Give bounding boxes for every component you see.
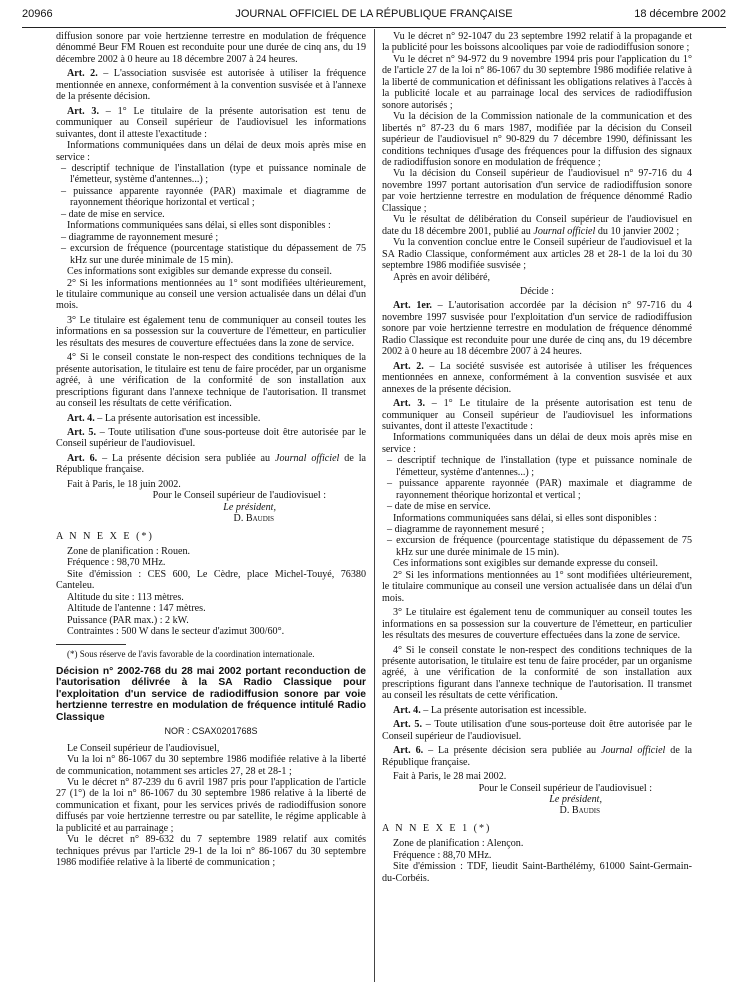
paragraph: Le Conseil supérieur de l'audiovisuel, (67, 742, 220, 754)
signature-name: D. Baudis (559, 805, 600, 817)
journal-name: Journal officiel (533, 225, 596, 237)
nor-reference: NOR : CSAX0201768S (164, 726, 258, 737)
list-item: – excursion de fréquence (pourcentage statistique du dépassement de 75 kHz sur une durée minimale de 15 min). (387, 535, 692, 558)
article-label: Art. 5. (393, 719, 422, 731)
article-label: Art. 5. (67, 426, 96, 438)
article-5 (56, 427, 366, 450)
article-text: – L'association susvisée est autorisée à utiliser la fréquence mentionnée en annexe, conformément à la convention susvisée et à l'annexe de la présente décision. (56, 68, 366, 103)
recital: Vu la loi n° 86-1067 du 30 septembre 1986 modifiée relative à la liberté de communication, notamment ses articles 27, 28 et 28-1 ; (56, 754, 366, 777)
article-label: Art. 1er. (393, 300, 432, 312)
article-text: – Toute utilisation d'une sous-porteuse doit être autorisée par le Conseil supérieur de l'audiovisuel. (56, 426, 366, 450)
issue-date: 18 décembre 2002 (634, 8, 726, 20)
annex-line: Fréquence : 98,70 MHz. (67, 557, 166, 569)
paragraph: Ces informations sont exigibles sur demande expresse du conseil. (67, 266, 332, 278)
article-6 (382, 745, 692, 768)
article-label: Art. 2. (67, 68, 98, 80)
paragraph: Après en avoir délibéré, (393, 271, 490, 283)
article-label: Art. 6. (67, 452, 98, 464)
paragraph: Informations communiquées sans délai, si elles sont disponibles : (393, 512, 657, 524)
annex-line: Fréquence : 88,70 MHz. (393, 849, 492, 861)
paragraph: 4° Si le conseil constate le non-respect des conditions techniques de la présente autorisation, le titulaire est tenu de faire procéder, par un organisme agréé, à une vérification de la conformité de son installation aux prescriptions figurant dans l'annexe technique de l'autorisation. Il transmet au conseil les résultats de cette vérification. (382, 644, 692, 702)
signature-for: Pour le Conseil supérieur de l'audiovisuel : (152, 490, 326, 502)
done-at: Fait à Paris, le 28 mai 2002. (393, 771, 507, 783)
list-item: – puissance apparente rayonnée (PAR) maximale et diagramme de rayonnement théorique horizontal et vertical ; (61, 185, 366, 209)
signature-role (56, 502, 366, 513)
paragraph: Informations communiquées sans délai, si elles sont disponibles : (67, 220, 331, 232)
annex-line: Zone de planification : Rouen. (67, 546, 191, 558)
list-item: – puissance apparente rayonnée (PAR) maximale et diagramme de rayonnement théorique horizontal et vertical ; (387, 478, 692, 501)
paragraph: Informations communiquées dans un délai de deux mois après mise en service : (56, 140, 366, 163)
article-text: – La présente autorisation est incessible. (94, 412, 261, 424)
decision-title: Décision n° 2002-768 du 28 mai 2002 portant reconduction de l'autorisation délivrée à la SA Radio Classique pour l'exploitation d'un service de radiodiffusion sonore par voie hertzienne terrestre en modulation de fréquence intitulé Radio Classique (56, 665, 366, 723)
signature-for: Pour le Conseil supérieur de l'audiovisuel : (478, 782, 652, 794)
annex-list (56, 546, 366, 638)
article-label: Art. 2. (393, 360, 424, 372)
article-3 (382, 398, 692, 432)
annex-line: Altitude de l'antenne : 147 mètres. (67, 603, 206, 615)
article-text: – L'autorisation accordée par la décision n° 97-716 du 4 novembre 1997 susvisée pour l'exploitation d'un service de radiodiffusion sonore par voie hertzienne terrestre en modulation de fréquence dénommé Radio Classique est reconduite pour une durée de cinq ans, du 19 décembre 2002 à 0 heure au 18 décembre 2007 à 24 heures. (382, 300, 693, 358)
right-column (382, 31, 692, 884)
article-text: – 1° Le titulaire de la présente autorisation est tenu de communiquer au Conseil supérieur de l'audiovisuel les informations suivantes, dont il atteste l'exactitude : (382, 398, 693, 432)
signature-name: D. Baudis (233, 513, 274, 525)
recital: Vu le décret n° 87-239 du 6 avril 1987 pris pour l'application de l'article 27 (1°) de la loi n° 86-1067 du 30 septembre 1986 relative à la liberté de communication et fixant, pour les services privés de radiodiffusion sonore diffusés par voie hertzienne terrestre ou par satellite, le régime applicable à la publicité et au parrainage ; (56, 776, 366, 834)
list-item: – diagramme de rayonnement mesuré ; (61, 231, 219, 243)
recital: Vu le décret n° 92-1047 du 23 septembre 1992 relatif à la propagande et la publicité pour les boissons alcooliques par voie de radiodiffusion sonore ; (382, 31, 692, 54)
article-text: – Toute utilisation d'une sous-porteuse doit être autorisée par le Conseil supérieur de l'audiovisuel. (382, 719, 692, 742)
list-item: – descriptif technique de l'installation (type et puissance nominale de l'émetteur, système d'antennes...) ; (387, 455, 692, 478)
recital: Vu la convention conclue entre le Conseil supérieur de l'audiovisuel et la SA Radio Classique, conformément aux articles 28 et 28-1 de la loi du 30 septembre 1986 modifiée susvisée ; (382, 237, 692, 272)
article-2 (56, 68, 366, 102)
article-text: – La présente décision sera publiée au (423, 745, 601, 757)
article-label: Art. 4. (393, 704, 421, 716)
done-at: Fait à Paris, le 18 juin 2002. (67, 478, 181, 490)
annex-list (382, 838, 692, 884)
journal-name: Journal officiel (275, 452, 340, 464)
article-text: – La présente autorisation est incessible. (420, 704, 587, 716)
signature-role (382, 794, 692, 805)
article-text: de la République française. (382, 745, 693, 768)
recital: Vu le décret n° 94-972 du 9 novembre 1994 pris pour l'application du 1° de l'article 27 de la loi n° 86-1067 du 30 septembre 1986 modifiée relative à la liberté de communication et définissant les obligations relatives à l'accès à la publicité locale et au parrainage local des services de radiodiffusion sonore autorisés ; (382, 53, 692, 111)
paragraph: 3° Le titulaire est également tenu de communiquer au conseil toutes les informations en sa possession sur la couverture de l'émetteur, en particulier les résultats des mesures de couverture effectuées dans la zone de service. (56, 314, 366, 349)
annex-line: Altitude du site : 113 mètres. (67, 591, 184, 603)
annex-line: Site d'émission : TDF, lieudit Saint-Barthélémy, 61000 Saint-Germain-du-Corbéis. (382, 861, 692, 884)
list-item: – diagramme de rayonnement mesuré ; (387, 524, 545, 536)
article-label: Art. 6. (393, 745, 424, 757)
annex-line: Contraintes : 500 W dans le secteur d'azimut 300/60°. (67, 626, 285, 638)
paragraph: Ces informations sont exigibles sur demande expresse du conseil. (393, 558, 658, 570)
article-text: – 1° Le titulaire de la présente autorisation est tenu de communiquer au Conseil supérieur de l'audiovisuel les informations suivantes, dont il atteste l'exactitude : (56, 105, 367, 140)
left-column (56, 31, 366, 869)
list-item: – excursion de fréquence (pourcentage statistique du dépassement de 75 kHz sur une durée minimale de 15 min). (61, 243, 366, 266)
annex-title: A N N E X E 1 (*) (382, 822, 492, 834)
article-label: Art. 4. (67, 412, 95, 424)
annex-line: Puissance (PAR max.) : 2 kW. (67, 614, 189, 626)
recital: Vu le décret n° 89-632 du 7 septembre 1989 relatif aux comités techniques prévus par l'article 29-1 de la loi n° 86-1067 du 30 septembre 1986 modifiée relative à la liberté de communication ; (56, 834, 366, 869)
column-divider (374, 29, 375, 982)
page-header (22, 8, 726, 24)
paragraph: Informations communiquées dans un délai de deux mois après mise en service : (382, 432, 692, 455)
article-6 (56, 453, 366, 476)
paragraph: 2° Si les informations mentionnées au 1° sont modifiées ultérieurement, le titulaire communique au conseil une version actualisée dans un délai d'un mois. (56, 277, 366, 312)
recital: Vu la décision de la Commission nationale de la communication et des libertés n° 87-23 du 6 mars 1987, modifiée par la décision du Conseil supérieur de l'audiovisuel n° 90-829 du 7 décembre 1990, définissant les conditions techniques d'usage des fréquences pour la diffusion des signaux de radiodiffusion sonore en modulation de fréquence ; (382, 111, 692, 168)
page-number: 20966 (22, 8, 53, 20)
recital-text: du 10 janvier 2002 ; (595, 225, 680, 237)
article-label: Art. 3. (393, 398, 426, 410)
decide-heading: Décide : (520, 285, 554, 297)
annex-line: Site d'émission : CES 600, Le Cèdre, place Michel-Touyé, 76380 Canteleu. (56, 568, 366, 592)
article-2 (382, 361, 692, 395)
article-text: – La société susvisée est autorisée à utiliser les fréquences mentionnées en annexe, conformément à la convention susvisée et aux annexes de la présente décision. (382, 360, 693, 395)
role-text: Le président, (549, 794, 602, 805)
article-text: – La présente décision sera publiée au (97, 452, 275, 464)
paragraph: 2° Si les informations mentionnées au 1° sont modifiées ultérieurement, le titulaire communique au conseil une version actualisée dans un délai d'un mois. (382, 569, 692, 604)
role-text: Le président, (223, 501, 276, 513)
journal-title: JOURNAL OFFICIEL DE LA RÉPUBLIQUE FRANÇAISE (235, 8, 513, 20)
recital: Vu la décision du Conseil supérieur de l'audiovisuel n° 97-716 du 4 novembre 1997 portant autorisation d'un service de radiodiffusion sonore par voie hertzienne terrestre en modulation de fréquence dénommé Radio Classique ; (382, 168, 692, 214)
footnote: (*) Sous réserve de l'avis favorable de la coordination internationale. (67, 648, 315, 659)
paragraph: 4° Si le conseil constate le non-respect des conditions techniques de la présente autorisation, le titulaire est tenu de faire procéder, par un organisme agréé, à une vérification de la conformité de son installation aux prescriptions figurant dans l'annexe technique de l'autorisation. Il transmet au conseil les résultats de cette vérification. (56, 352, 366, 410)
recital-text: Vu le résultat de délibération du Conseil supérieur de l'audiovisuel en date du 18 décembre 2001, publié au (382, 214, 692, 237)
journal-name: Journal officiel (601, 745, 666, 757)
paragraph: diffusion sonore par voie hertzienne terrestre en modulation de fréquence dénommé Beur FM Rouen est reconduite pour une durée de cinq ans, du 19 décembre 2002 à 0 heure au 18 décembre 2007 à 24 heures. (56, 31, 366, 65)
article-4 (56, 413, 366, 424)
annex-line: Zone de planification : Alençon. (393, 838, 524, 850)
header-rule (22, 27, 726, 28)
article-5 (382, 719, 692, 742)
list-item: – date de mise en service. (61, 208, 165, 220)
list-item: – date de mise en service. (387, 501, 491, 513)
footnote-rule (56, 644, 126, 645)
article-label: Art. 3. (67, 105, 100, 117)
paragraph: 3° Le titulaire est également tenu de communiquer au conseil toutes les informations en sa possession sur la couverture de l'émetteur, en particulier les résultats des mesures de couverture effectuées dans la zone de service. (382, 607, 692, 642)
article-text: de la République française. (56, 452, 367, 476)
article-4 (382, 705, 692, 716)
annex-title: A N N E X E (*) (56, 530, 154, 542)
list-item: – descriptif technique de l'installation (type et puissance nominale de l'émetteur, système d'antennes...) ; (61, 162, 366, 186)
recital (382, 214, 692, 237)
article-3 (56, 106, 366, 140)
article-1 (382, 300, 692, 357)
